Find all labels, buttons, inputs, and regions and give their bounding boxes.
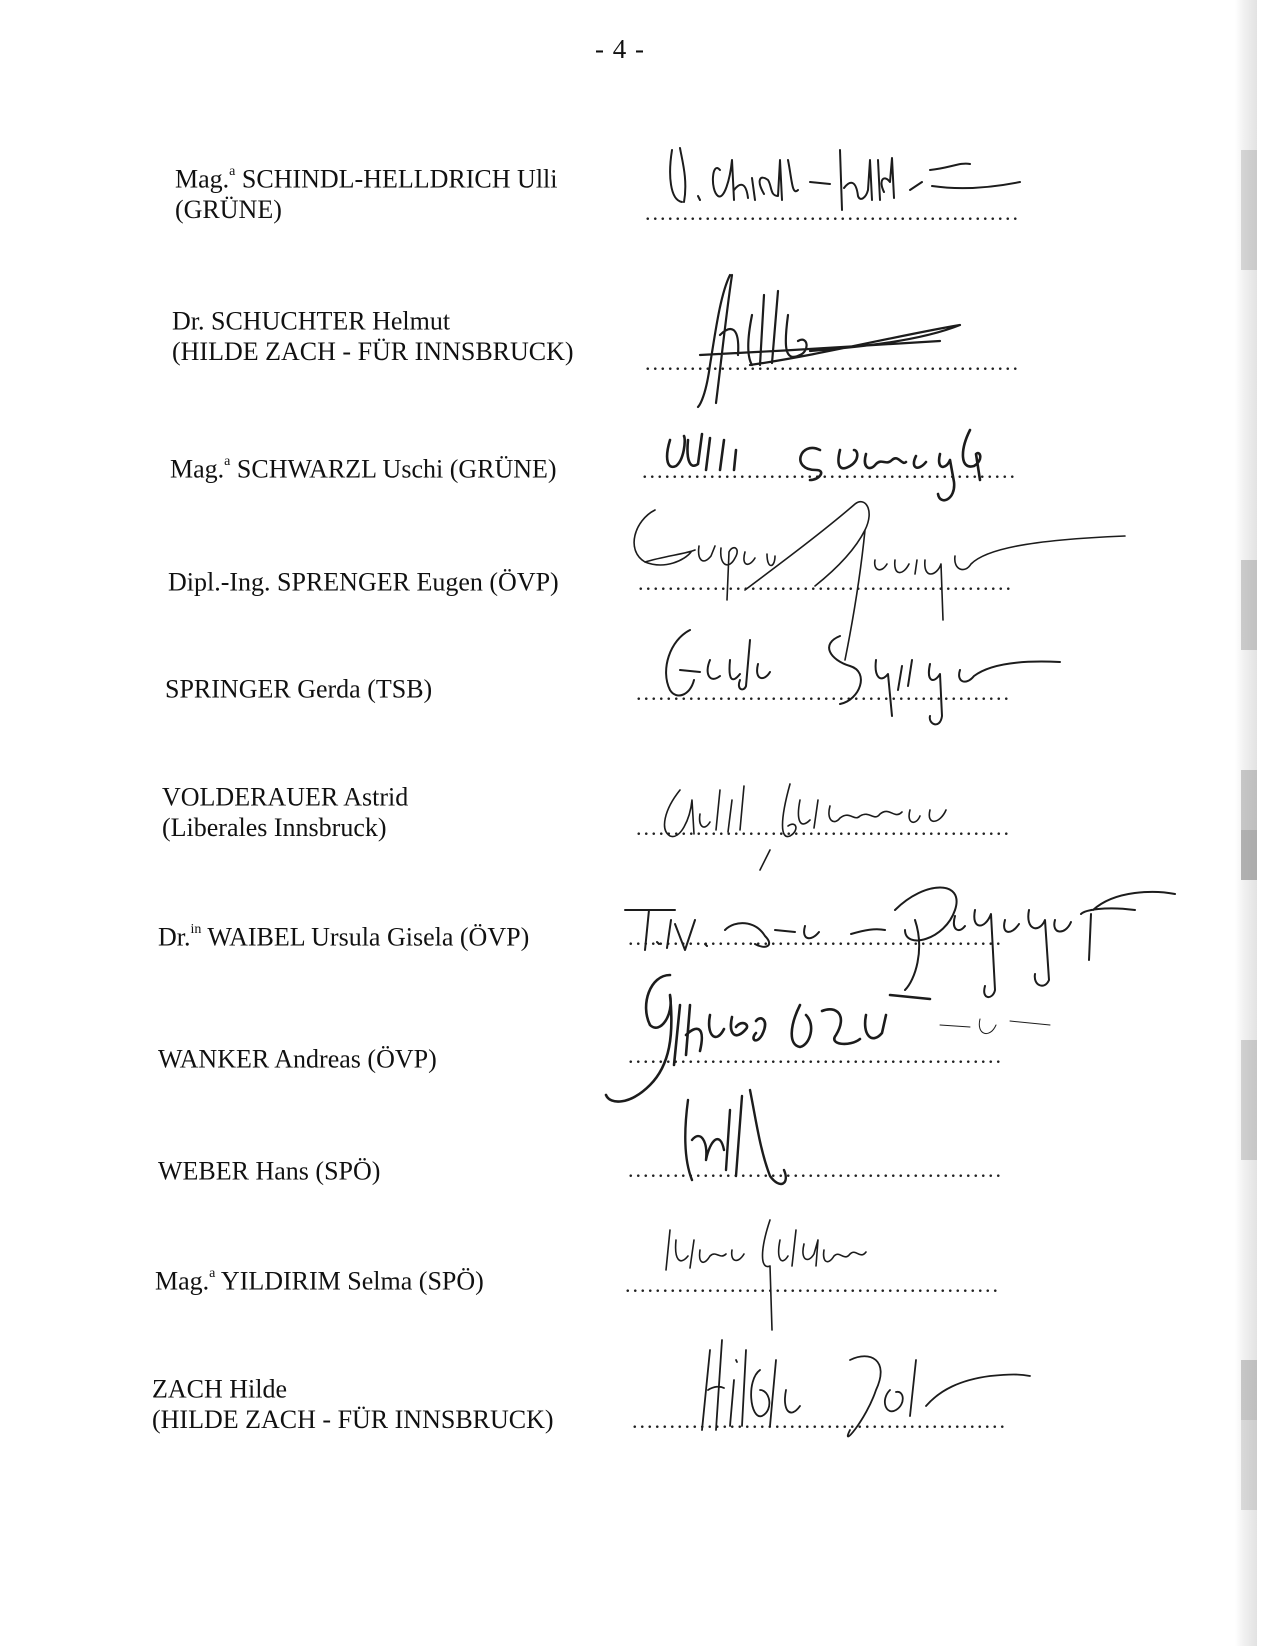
handwritten-signature: [660, 1210, 920, 1340]
signature-line: ..................................................: [645, 350, 1020, 375]
signatory-name: Mag.$^a$ SCHWARZL Uschi (GRÜNE): [170, 454, 557, 484]
signatory-name: Mag.$^a$ SCHINDL-HELLDRICH Ulli (GRÜNE): [175, 164, 558, 224]
signature-line: ..................................................: [636, 680, 1011, 705]
signature-line: ..................................................: [636, 815, 1011, 840]
signatory-name: Dr.$^{in}$ WAIBEL Ursula Gisela (ÖVP): [158, 922, 530, 952]
signatory-name: VOLDERAUER Astrid (Liberales Innsbruck): [162, 782, 409, 842]
handwritten-signature: [660, 130, 1070, 220]
signature-line: ..................................................: [628, 1043, 1003, 1068]
handwritten-signature: [650, 770, 1070, 870]
signature-line: ..................................................: [632, 1408, 1007, 1433]
handwritten-signature: [670, 1080, 870, 1200]
signatory-name: Dipl.-Ing. SPRENGER Eugen (ÖVP): [168, 567, 559, 597]
signatory-name: Dr. SCHUCHTER Helmut (HILDE ZACH - FÜR INNSBRUCK): [172, 306, 574, 366]
page-number: - 4 -: [595, 34, 645, 64]
signatory-name: SPRINGER Gerda (TSB): [165, 674, 433, 704]
signatory-name: WEBER Hans (SPÖ): [158, 1156, 381, 1186]
signatory-name: ZACH Hilde (HILDE ZACH - FÜR INNSBRUCK): [152, 1374, 554, 1434]
signatory-name: Mag.$^a$ YILDIRIM Selma (SPÖ): [155, 1266, 484, 1296]
scanner-edge: [1235, 0, 1257, 1646]
signature-line: ..................................................: [642, 458, 1017, 483]
signature-line: ..................................................: [638, 570, 1013, 595]
signature-line: ..................................................: [645, 200, 1020, 225]
handwritten-signature: [640, 620, 1110, 730]
signature-line: ..................................................: [625, 1272, 1000, 1297]
signatory-name: WANKER Andreas (ÖVP): [158, 1044, 437, 1074]
signature-line: ..................................................: [628, 1157, 1003, 1182]
handwritten-signature: [690, 1330, 1110, 1460]
signature-line: ..................................................: [628, 925, 1003, 950]
handwritten-signature: [660, 255, 1020, 415]
